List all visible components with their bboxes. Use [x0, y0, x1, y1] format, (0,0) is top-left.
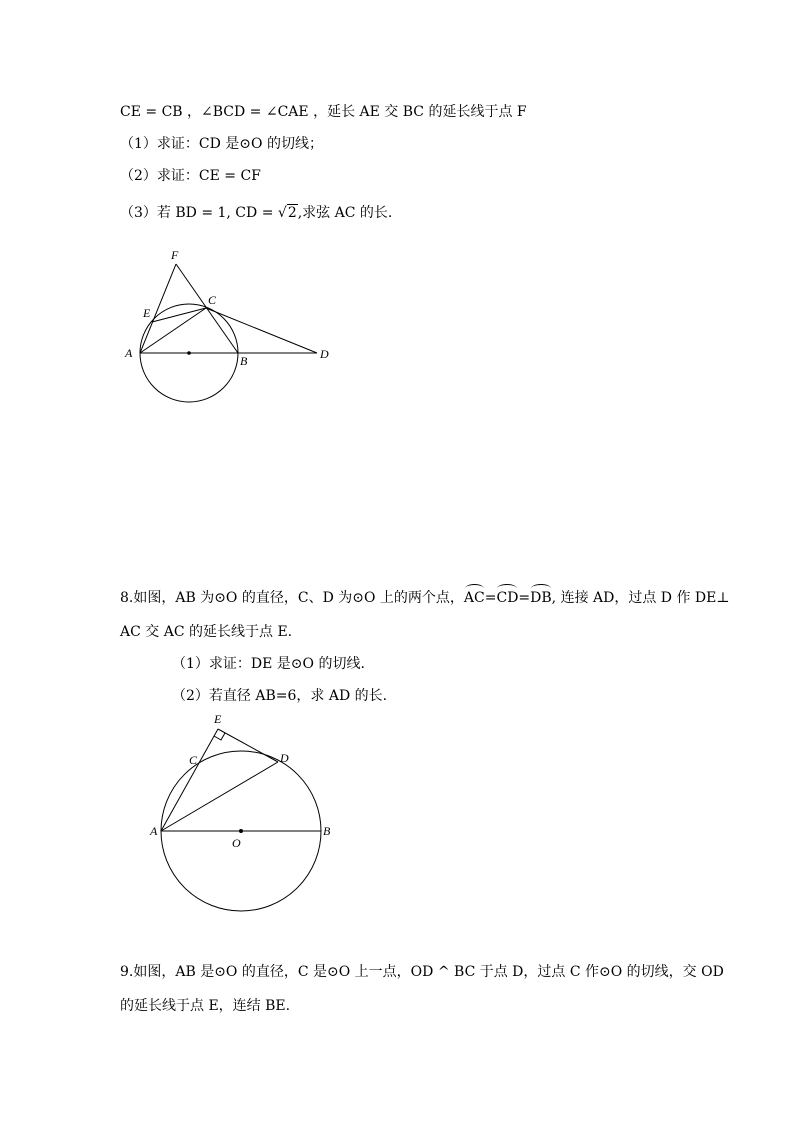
p7-question-2: （2）求证：CE = CF	[120, 168, 261, 184]
p8-label-C: C	[189, 753, 198, 767]
p7-q3-suffix: ,求弦 AC 的长.	[297, 205, 393, 221]
p9-line-2: 的延长线于点 E，连结 BE.	[120, 998, 291, 1014]
p8-label-O: O	[232, 836, 241, 850]
p7-label-D: D	[320, 347, 329, 361]
p8-question-2: （2）若直径 AB=6，求 AD 的长.	[172, 688, 388, 704]
p8-line-2: AC 交 AC 的延长线于点 E.	[120, 624, 293, 640]
p7-intro: CE = CB ，∠BCD = ∠CAE ，延长 AE 交 BC 的延长线于点 F	[120, 104, 527, 120]
p9-line-1: 9.如图，AB 是⊙O 的直径，C 是⊙O 上一点，OD ^ BC 于点 D，过点 C 作⊙O 的切线，交 OD	[120, 964, 724, 980]
p8-eq-2: =	[518, 590, 531, 606]
p8-line-AD	[161, 762, 278, 831]
p8-center-dot	[239, 829, 243, 833]
p7-label-E: E	[143, 306, 151, 320]
p7-label-B: B	[240, 354, 248, 368]
p8-line1-suffix: , 连接 AD，过点 D 作 DE⊥	[551, 590, 730, 606]
p8-question-1: （1）求证：DE 是⊙O 的切线.	[172, 656, 365, 672]
p8-line-AE	[161, 729, 218, 831]
p7-q3-radicand: 2	[287, 205, 297, 221]
p8-label-D: D	[280, 751, 289, 765]
p8-arc-CD: CD	[496, 590, 519, 606]
p7-label-A: A	[125, 346, 133, 360]
p7-label-F: F	[171, 248, 179, 262]
p8-line-ED	[218, 729, 278, 762]
p8-label-A: A	[150, 824, 158, 838]
p7-question-1: （1）求证：CD 是⊙O 的切线；	[120, 136, 323, 152]
p8-label-B: B	[323, 824, 331, 838]
p7-label-C: C	[208, 293, 217, 307]
p8-label-E: E	[214, 712, 222, 726]
p8-arc-AC: AC	[463, 590, 485, 606]
p8-line1-prefix: 8.如图，AB 为⊙O 的直径，C、D 为⊙O 上的两个点，	[120, 590, 464, 606]
sqrt-symbol: √	[277, 205, 287, 221]
p7-q3-prefix: （3）若 BD = 1, CD =	[120, 205, 278, 221]
p8-arc-DB: DB	[530, 590, 552, 606]
p8-eq-1: =	[484, 590, 497, 606]
